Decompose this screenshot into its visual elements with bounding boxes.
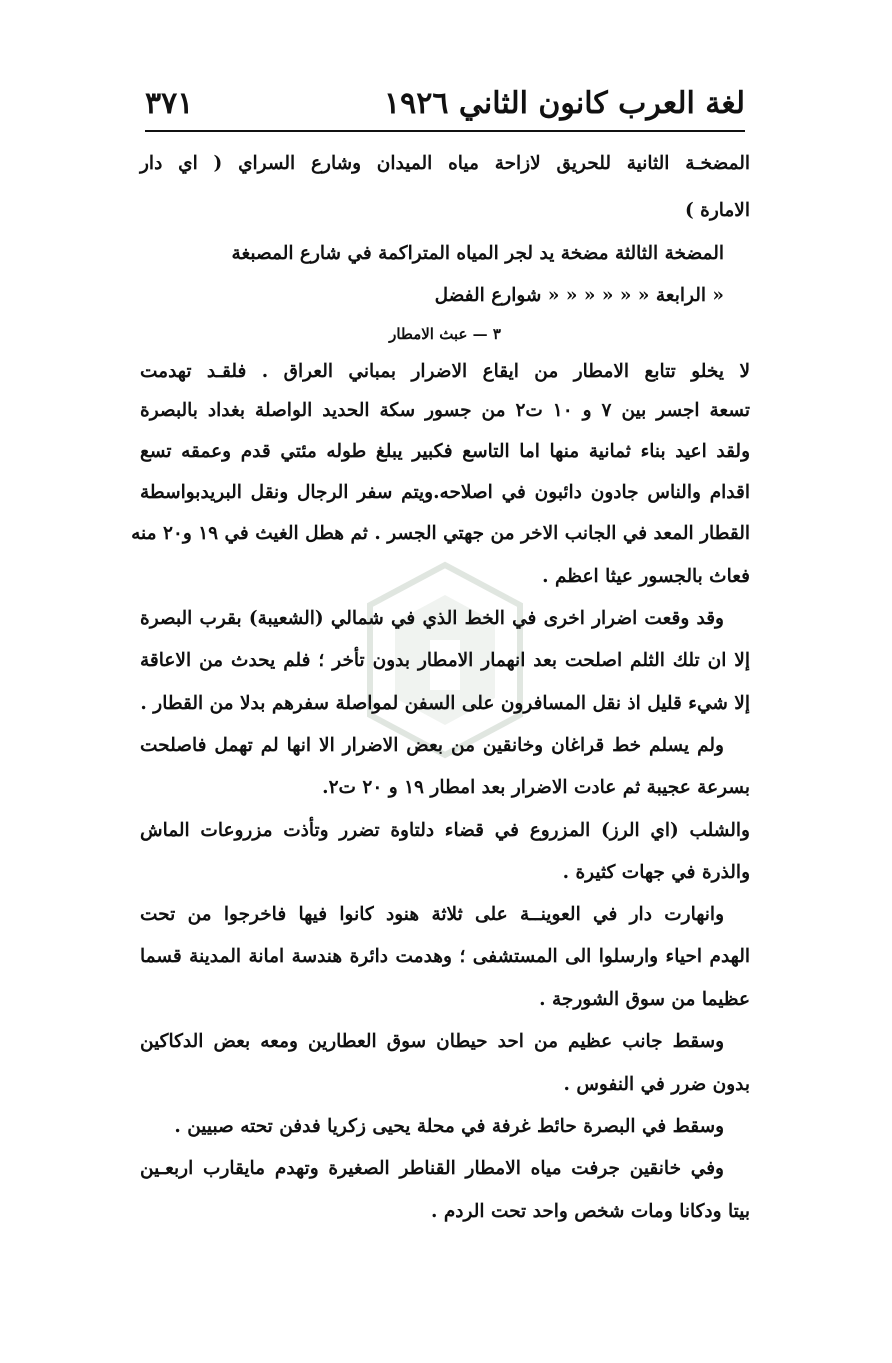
text-line: ولم يسلم خط قراغان وخانقين من بعض الاضرار الا انها لم تهمل فاصلحت [140,735,724,756]
text-line: والشلب (اي الرز) المزروع في قضاء دلتاوة تضرر وتأذت مزروعات الماش [140,820,750,841]
text-line: الامارة ) [684,200,750,221]
section-heading: ٣ — عبث الامطار [389,325,501,343]
text-line: بسرعة عجيبة ثم عادت الاضرار بعد امطار ١٩ و ٢٠ ت٢. [322,777,750,798]
text-line: وسقط في البصرة حائط غرفة في محلة يحيى زكريا فدفن تحته صبيين . [174,1116,724,1137]
page-header [145,78,745,128]
text-line: فعاث بالجسور عيثا اعظم . [542,566,750,587]
text-line: تسعة اجسر بين ٧ و ١٠ ت٢ من جسور سكة الحديد الواصلة بغداد بالبصرة [140,400,750,421]
text-line: المضخة الثالثة مضخة يد لجر المياه المتراكمة في شارع المصبغة [231,243,724,264]
running-title: لغة العرب كانون الثاني ١٩٢٦ [384,85,745,121]
text-line: المضخـة الثانية للحريق لازاحة مياه الميدان وشارع السراي ( اي دار [140,153,750,174]
text-line: اقدام والناس جادون دائبون في اصلاحه.ويتم سفر الرجال ونقل البريدبواسطة [140,482,750,503]
text-line: وقد وقعت اضرار اخرى في الخط الذي في شمالي (الشعيبة) بقرب البصرة [140,608,724,629]
text-line: لا يخلو تتابع الامطار من ايقاع الاضرار بمباني العراق . فلقـد تهدمت [140,361,750,382]
text-line: وانهارت دار في العوينــة على ثلاثة هنود كانوا فيها فاخرجوا من تحت [140,904,724,925]
text-line: ولقد اعيد بناء ثمانية منها اما التاسع فكبير يبلغ طوله مئتي قدم وعمقه تسع [140,441,750,462]
header-rule [145,130,745,132]
text-line: إلا شيء قليل اذ نقل المسافرون على السفن لمواصلة سفرهم بدلا من القطار . [140,693,750,714]
text-line: وسقط جانب عظيم من احد حيطان سوق العطارين ومعه بعض الدكاكين [140,1031,724,1052]
text-line: إلا ان تلك الثلم اصلحت بعد انهمار الامطار بدون تأخر ؛ فلم يحدث من الاعاقة [140,650,750,671]
text-line: « الرابعة « « « « « « شوارع الفضل [434,285,724,306]
text-line: الهدم احياء وارسلوا الى المستشفى ؛ وهدمت دائرة هندسة امانة المدينة قسما [140,946,750,967]
page-number: ٣٧١ [145,85,194,121]
text-line: بيتا ودكانا ومات شخص واحد تحت الردم . [430,1201,750,1222]
text-line: عظيما من سوق الشورجة . [539,989,750,1010]
text-line: والذرة في جهات كثيرة . [562,862,750,883]
text-line: بدون ضرر في النفوس . [563,1074,750,1095]
text-line: القطار المعد في الجانب الاخر من جهتي الجسر . ثم هطل الغيث في ١٩ و٢٠ منه [131,523,750,544]
text-line: وفي خانقين جرفت مياه الامطار القناطر الصغيرة وتهدم مايقارب اربعـين [140,1158,724,1179]
